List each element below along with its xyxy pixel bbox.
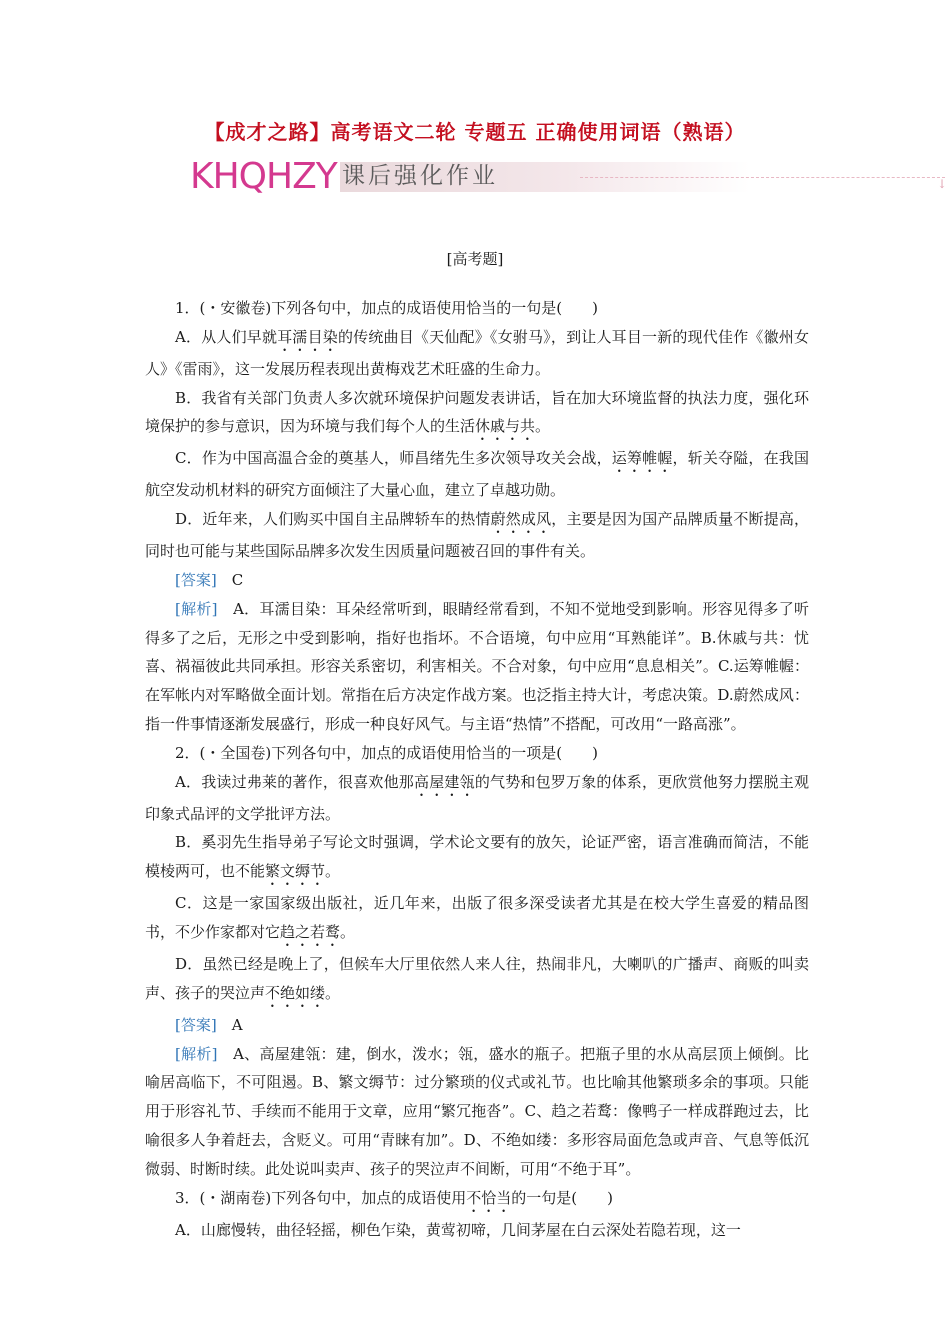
- q3-stem: [145, 1184, 809, 1216]
- option-text: D．近年来，人们购买中国自主品牌轿车的热情: [175, 510, 491, 529]
- banner-text: 课后强化作业: [342, 163, 498, 189]
- homework-banner: [190, 155, 948, 205]
- analysis-text: A．耳濡目染：耳朵经常听到，眼睛经常看到，不知不觉地受到影响。形容见得多了听得多了之后，无形之中受到影响，指好也指坏。不合语境，句中应用“耳熟能详”。B.休戚与共：忧喜、祸福彼此共同承担。形容关系密切，利害相关。不合对象，句中应用“息息相关”。C.运筹帷幄：在军帐内对军略做全面计划。常指在后方决定作战方案。也泛指主持大计，考虑决策。D.蔚然成风：指一件事情逐渐发展盛行，形成一种良好风气。与主语“热情”不搭配，可改用“一路高涨”。: [145, 599, 809, 733]
- q1-answer: [145, 566, 809, 595]
- section-label: [高考题]: [446, 250, 504, 268]
- analysis-label: [解析]: [175, 599, 218, 618]
- banner-logo: KHQHZY: [190, 156, 337, 197]
- question-text: 的一句是( ): [511, 1188, 613, 1207]
- analysis-label: [解析]: [175, 1044, 218, 1063]
- option-text: A．从人们早就: [175, 327, 278, 346]
- dotted-idiom: 耳濡目染: [277, 327, 338, 346]
- q2-answer: [145, 1011, 809, 1040]
- q1-option-b: [145, 384, 809, 445]
- option-text: 。: [535, 417, 551, 436]
- arrow-down-icon: ↓: [937, 177, 948, 191]
- q2-stem: 2．(・全国卷)下列各句中，加点的成语使用恰当的一项是( ): [175, 743, 598, 762]
- option-text: ，斩关夺隘，在我国航空发动机材料的研究方面倾注了大量心血，建立了卓越功勋。: [145, 449, 809, 500]
- banner-divider: [580, 177, 945, 178]
- q2-analysis: [145, 1040, 809, 1184]
- document-title: 【成才之路】高考语文二轮 专题五 正确使用词语（熟语）: [204, 120, 746, 144]
- dotted-idiom: 高屋建瓴: [414, 772, 475, 791]
- q2-option-b: [145, 828, 809, 889]
- document-body: [145, 294, 809, 1244]
- q3-option-a: A．山廊慢转，曲径轻摇，柳色乍染，黄莺初啼，几间茅屋在白云深处若隐若现，这一: [175, 1220, 741, 1239]
- dotted-word: 不恰当: [466, 1188, 512, 1207]
- dotted-idiom: 休戚与共: [475, 417, 536, 436]
- dotted-idiom: 蔚然成风: [490, 510, 552, 529]
- answer-label: [答案]: [175, 570, 217, 589]
- option-text: 的传统曲目《天仙配》《女驸马》，到让人耳目一新的现代佳作《徽州女人》《雷雨》，这一发展历程表现出黄梅戏艺术旺盛的生命力。: [145, 327, 809, 378]
- option-text: 。: [340, 922, 356, 941]
- dotted-idiom: 趋之若鹜: [280, 922, 341, 941]
- option-text: A．我读过弗莱的著作，很喜欢他那: [175, 772, 415, 791]
- q2-option-a: [145, 768, 809, 829]
- q1-analysis: [145, 595, 809, 739]
- q1-stem: 1．(・安徽卷)下列各句中，加点的成语使用恰当的一句是( ): [175, 299, 598, 317]
- q2-option-d: [145, 950, 809, 1011]
- analysis-text: A、高屋建瓴：建，倒水，泼水；瓴，盛水的瓶子。把瓶子里的水从高层顶上倾倒。比喻居高临下，不可阻遏。B、繁文缛节：过分繁琐的仪式或礼节。也比喻其他繁琐多余的事项。只能用于形容礼节、手续而不能用于文章，应用“繁冗拖沓”。C、趋之若鹜：像鸭子一样成群跑过去，比喻很多人争着赶去，含贬义。可用“青睐有加”。D、不绝如缕：多形容局面危急或声音、气息等低沉微弱、时断时续。此处说叫卖声、孩子的哭泣声不间断，可用“不绝于耳”。: [145, 1044, 809, 1178]
- option-text: B．我省有关部门负责人多次就环境保护问题发表讲话，旨在加大环境监督的执法力度，强化环境保护的参与意识，因为环境与我们每个人的生活: [145, 388, 809, 436]
- q1-option-a: [145, 323, 809, 384]
- dotted-idiom: 运筹帷幄: [611, 449, 673, 468]
- option-text: B．奚羽先生指导弟子写论文时强调，学术论文要有的放矢，论证严密，语言准确而简洁，不能模棱两可，也不能: [145, 833, 809, 881]
- dotted-idiom: 不绝如缕: [265, 983, 326, 1002]
- answer-label: [答案]: [175, 1015, 217, 1034]
- q1-option-d: [145, 505, 809, 566]
- option-text: ，主要是因为国产品牌质量不断提高，同时也可能与某些国际品牌多次发生因质量问题被召回的事件有关。: [145, 510, 809, 561]
- option-text: C．作为中国高温合金的奠基人，师昌绪先生多次领导攻关会战，: [175, 449, 612, 468]
- option-text: D．虽然已经是晚上了，但候车大厅里依然人来人往，热闹非凡，大喇叭的广播声、商贩的叫卖声、孩子的哭泣声: [145, 954, 809, 1002]
- option-text: 。: [325, 862, 341, 881]
- question-text: 3．(・湖南卷)下列各句中，加点的成语使用: [175, 1188, 467, 1207]
- dotted-idiom: 繁文缛节: [265, 862, 326, 881]
- q1-option-c: [145, 444, 809, 505]
- option-text: 。: [325, 983, 341, 1002]
- option-text: 的气势和包罗万象的体系，更欣赏他努力摆脱主观印象式品评的文学批评方法。: [145, 772, 809, 823]
- option-text: C．这是一家国家级出版社，近几年来，出版了很多深受读者尤其是在校大学生喜爱的精品图书，不少作家都对它: [145, 894, 809, 941]
- answer-value: A: [231, 1015, 243, 1034]
- answer-value: C: [231, 570, 244, 589]
- q2-option-c: [145, 889, 809, 950]
